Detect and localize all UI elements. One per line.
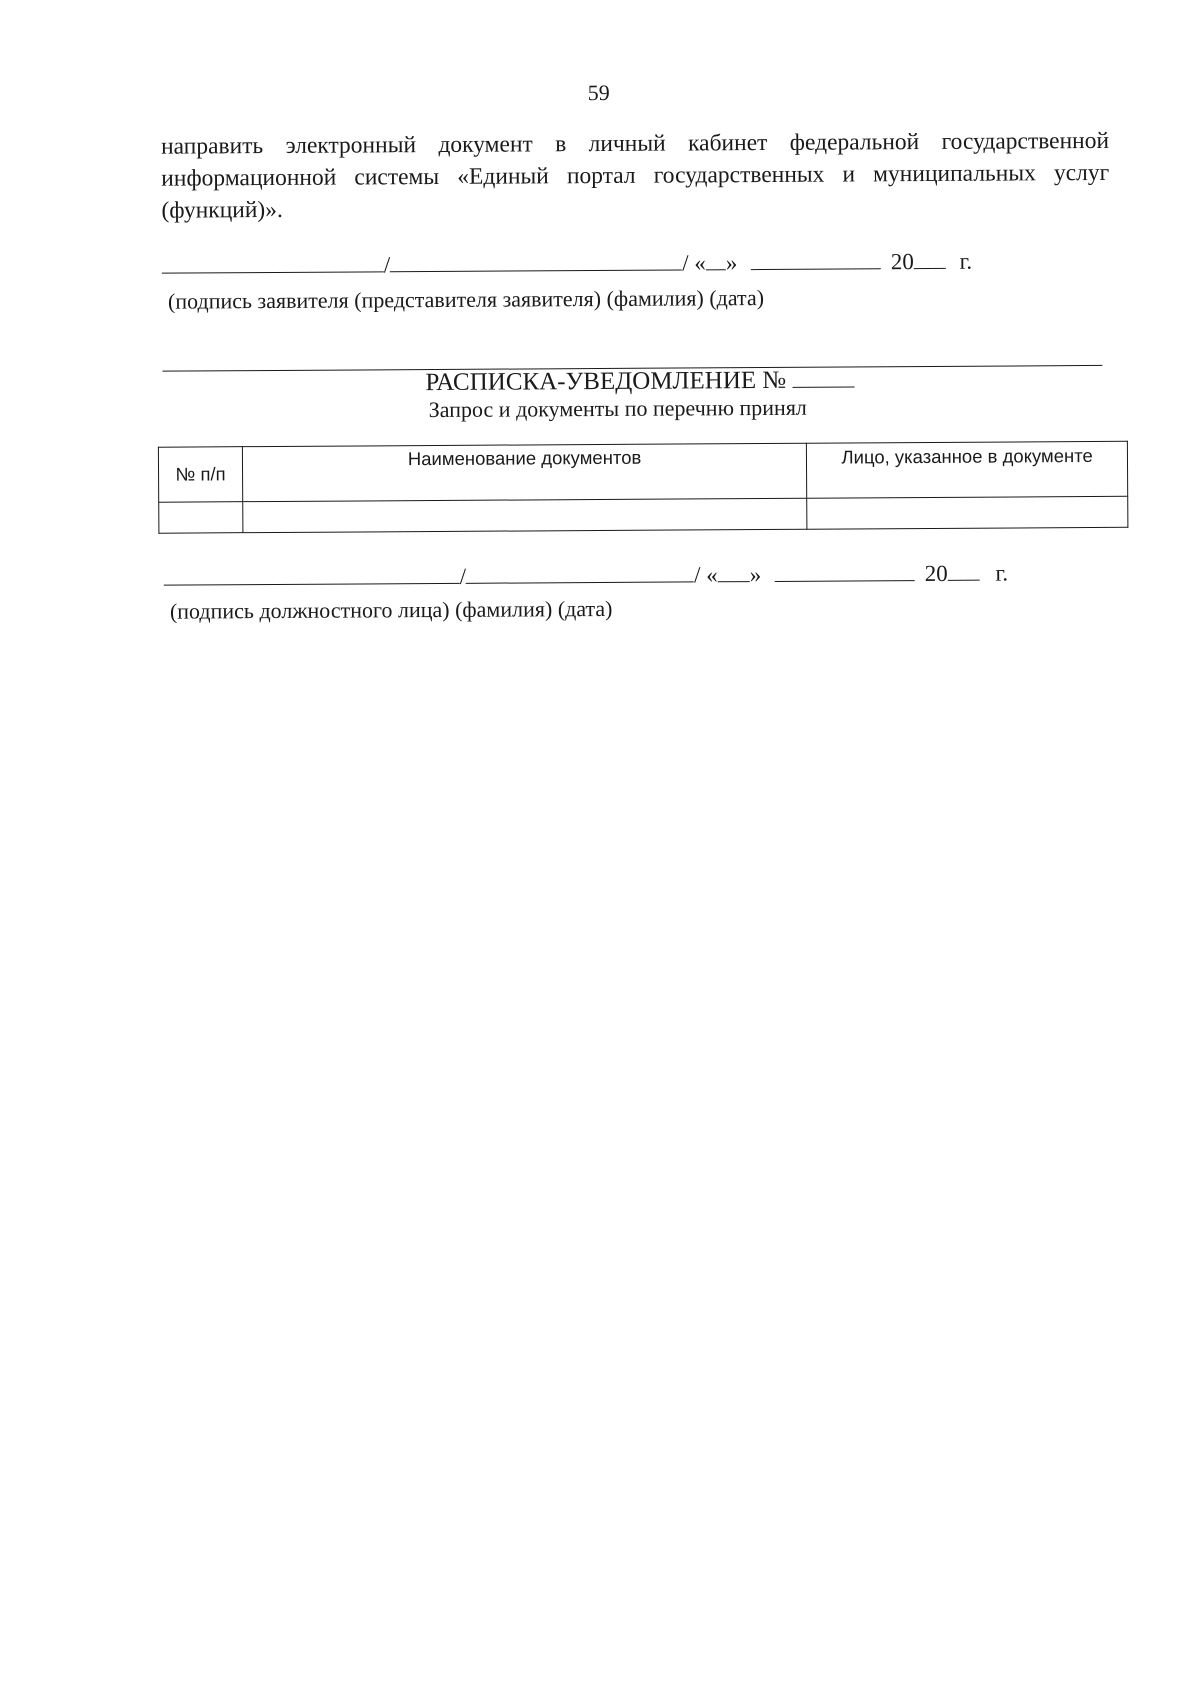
year-suffix: г. <box>959 248 973 274</box>
documents-table <box>158 441 1129 534</box>
year-prefix: 20 <box>924 560 948 587</box>
day-blank <box>718 559 750 582</box>
receipt-number-blank <box>792 364 854 387</box>
signature-blank <box>164 561 460 586</box>
column-header-number: № п/п <box>158 447 242 503</box>
quote-close: » <box>725 250 738 276</box>
year-blank <box>914 246 946 269</box>
day-blank <box>706 247 726 270</box>
body-paragraph: направить электронный документ в личный кабинет федеральной государственной информационной системы «Единый портал государственных и муниципальных услуг (функций)». <box>160 127 1110 224</box>
column-header-document-name: Наименование документов <box>242 443 807 501</box>
receipt-subtitle: Запрос и документы по перечню принял <box>428 394 807 423</box>
table-cell <box>243 498 808 532</box>
year-prefix: 20 <box>890 249 914 275</box>
month-blank <box>751 246 881 270</box>
receipt-title-text: РАСПИСКА-УВЕДОМЛЕНИЕ № <box>425 366 787 397</box>
surname-blank <box>466 559 694 583</box>
slash-separator: / <box>383 252 391 278</box>
page-number: 59 <box>587 79 610 106</box>
official-signature-line <box>164 558 1009 592</box>
column-header-person: Лицо, указанное в документе <box>807 441 1128 498</box>
month-blank <box>775 558 915 582</box>
year-suffix: г. <box>995 560 1009 586</box>
table-header-row <box>158 441 1127 502</box>
table-cell <box>159 502 243 534</box>
receipt-title <box>425 364 854 397</box>
table-cell <box>807 496 1128 529</box>
applicant-signature-caption: (подпись заявителя (представителя заявителя) (фамилия) (дата) <box>167 284 765 314</box>
applicant-signature-line <box>162 246 973 280</box>
table-row <box>159 496 1128 533</box>
official-signature-caption: (подпись должностного лица) (фамилия) (дата) <box>169 595 613 624</box>
quote-close: » <box>749 562 762 588</box>
year-blank <box>948 558 980 581</box>
date-separator: / « <box>693 562 718 588</box>
surname-blank <box>390 247 682 272</box>
date-separator: / « <box>682 250 706 276</box>
signature-blank <box>162 249 384 273</box>
slash-separator: / <box>459 563 467 589</box>
